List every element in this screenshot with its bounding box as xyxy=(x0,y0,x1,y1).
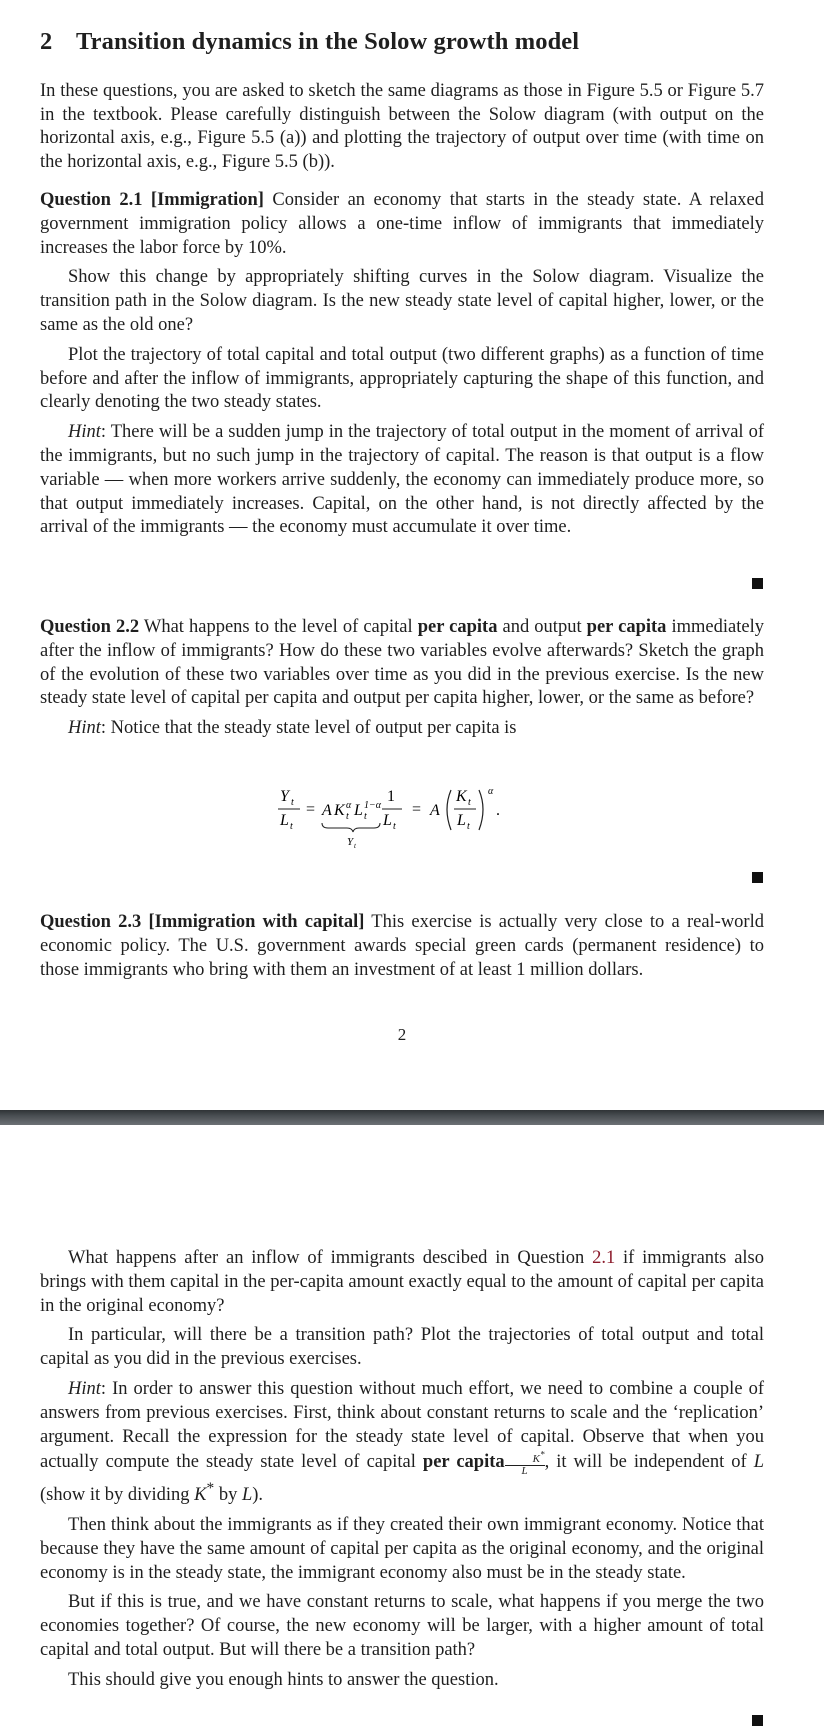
eq-sub: t xyxy=(468,797,471,808)
question-2-1-para-3: Plot the trajectory of total capital and total output (two different graphs) as a function of time before and after the inflow of immigrants, appropriately capturing the shape of this function, and clearly denoting the two steady states. xyxy=(40,344,764,413)
question-2-1-text: Consider an economy that starts in the steady state. A relaxed government immigration policy allows a one-time inflow of immigrants that immediately increases the labor force by 10%. xyxy=(40,189,764,258)
question-2-1-tag: [Immigration] xyxy=(150,189,264,210)
question-2-3-label: Question 2.3 xyxy=(40,912,142,932)
math-L: L xyxy=(753,1452,764,1473)
question-2-3-text: This exercise is actually very close to a real-world economic policy. The U.S. government awards special green cards (permanent residence) to those immigrants who bring with them an investment of at least 1 million dollars. xyxy=(40,912,764,980)
hint-label: Hint xyxy=(68,1378,101,1399)
question-2-3-hint xyxy=(40,1378,764,1508)
hint-bold: per capita xyxy=(422,1452,505,1473)
eq-frac2-den: L xyxy=(383,812,392,829)
eq-frac3-den: L xyxy=(457,812,466,829)
section-heading xyxy=(40,30,764,54)
equation-svg xyxy=(270,782,570,852)
eq-sub: t xyxy=(393,821,396,832)
eq-sub: t xyxy=(364,811,367,822)
hint-text: : In order to answer this question without much effort, we need to combine a couple of answers from previous exercises. First, think about constant returns to scale and the ‘replication’ argument. Recall the expression for the steady state level of capital. Observe that when you actually compute the steady state level of capital xyxy=(40,1378,764,1473)
question-2-2 xyxy=(40,616,764,711)
para-text: if immigrants also brings with them capital in the per-capita amount exactly equal to the amount of capital per capita in the original economy? xyxy=(40,1248,764,1316)
question-2-1-para-2: Show this change by appropriately shifting curves in the Solow diagram. Visualize the transition path in the Solow diagram. Is the new steady state level of capital higher, lower, or the same as the old one? xyxy=(40,267,764,335)
hint-label: Hint xyxy=(68,718,101,739)
eq-alpha-sup: α xyxy=(346,800,352,811)
page-separator xyxy=(0,1110,824,1125)
eq-exp-sup: 1−α xyxy=(364,800,381,811)
page-number: 2 xyxy=(397,1025,407,1044)
qed-square-icon xyxy=(752,872,763,883)
hint-text: by xyxy=(214,1485,242,1506)
question-2-3-para-3: In particular, will there be a transition path? Plot the trajectories of total output and total capital as you did in the previous exercises. xyxy=(40,1325,764,1370)
frac-den-L: L xyxy=(521,1465,528,1478)
question-ref-link[interactable]: 2.1 xyxy=(592,1248,616,1268)
question-2-2-bold-1: per capita xyxy=(417,617,498,637)
frac-num-K: K xyxy=(532,1453,540,1466)
question-2-3-tag: [Immigration with capital] xyxy=(148,912,365,932)
section-title: Transition dynamics in the Solow growth model xyxy=(76,28,580,55)
math-star: * xyxy=(206,1480,215,1498)
qed-square-icon xyxy=(752,1715,763,1726)
eq-K: K xyxy=(334,802,345,819)
question-2-2-label: Question 2.2 xyxy=(40,617,140,637)
question-2-3-para-5: Then think about the immigrants as if they created their own immigrant economy. Notice that because they have the same amount of capital per capita as the original economy, and the original economy is in the steady state, the immigrant economy also must be in the steady state. xyxy=(40,1514,764,1583)
hint-label: Hint xyxy=(68,422,101,443)
section-number: 2 xyxy=(40,28,53,55)
hint-text: , it will be independent of xyxy=(544,1452,754,1473)
eq-frac1-den: L xyxy=(280,812,289,829)
eq-equals-1: = xyxy=(306,801,316,818)
question-2-2-text-2: and output xyxy=(497,617,587,637)
intro-paragraph: In these questions, you are asked to sketch the same diagrams as those in Figure 5.5 or Figure 5.7 in the textbook. Please carefully distinguish between the Solow diagram (with output on the horizontal axis, e.g., Figure 5.5 (a)) and plotting the trajectory of output over time (with time on the horizontal axis, e.g., Figure 5.5 (b)). xyxy=(40,80,764,173)
k-star-over-l-fraction xyxy=(505,1449,545,1477)
question-2-3-para-2 xyxy=(40,1247,764,1318)
eq-frac3-num: K xyxy=(456,788,467,805)
question-2-3-para-7: This should give you enough hints to answer the question. xyxy=(68,1669,499,1690)
question-2-1-hint xyxy=(40,421,764,540)
hint-text: (show it by dividing xyxy=(40,1485,195,1506)
question-2-2-hint-text: : Notice that the steady state level of output per capita is xyxy=(100,718,517,739)
eq-equals-2: = xyxy=(412,801,422,818)
question-2-2-text-1: What happens to the level of capital xyxy=(139,617,418,637)
math-K: K xyxy=(194,1485,207,1506)
eq-sub: t xyxy=(467,821,470,832)
question-2-3-para-6: But if this is true, and we have constant returns to scale, what happens if you merge the two economies together? Of course, the new economy will be larger, with a higher amount of total capital and total output. But will there be a transition path? xyxy=(40,1592,764,1660)
eq-period: . xyxy=(496,802,500,819)
hint-text: ). xyxy=(252,1485,264,1506)
question-2-3 xyxy=(40,911,764,982)
eq-alpha-sup-2: α xyxy=(488,786,494,797)
qed-square-icon xyxy=(752,578,763,589)
eq-A: A xyxy=(322,802,332,819)
question-2-1-hint-text: : There will be a sudden jump in the trajectory of total output in the moment of arrival of the immigrants, but no such jump in the trajectory of capital. The reason is that output is a flow variable — when more workers arrive suddenly, the economy can immediately produce more, so that output immediately increases. Capital, on the other hand, is not directly affected by the arrival of the immigrants — the economy must accumulate it over time. xyxy=(40,422,764,538)
page-2-content xyxy=(40,1247,764,1699)
eq-sub: t xyxy=(290,821,293,832)
question-2-3-block xyxy=(40,911,764,988)
question-2-2-block xyxy=(40,616,764,747)
right-paren-icon xyxy=(479,790,483,830)
question-2-1 xyxy=(40,189,764,260)
question-2-1-label: Question 2.1 xyxy=(40,189,143,210)
document-page-2 xyxy=(0,1125,824,1736)
eq-sub: t xyxy=(346,811,349,822)
para-text: What happens after an inflow of immigrants descibed in Question xyxy=(68,1248,593,1268)
eq-frac1-num: Y xyxy=(280,788,289,805)
frac-num-star: * xyxy=(539,1449,545,1460)
page-1-content xyxy=(40,30,764,546)
eq-underbrace-Y: Y xyxy=(347,836,354,848)
eq-frac2-num: 1 xyxy=(387,788,395,805)
eq-sub: t xyxy=(354,842,356,850)
steady-state-equation xyxy=(270,782,570,852)
underbrace-icon xyxy=(322,823,380,832)
math-L: L xyxy=(241,1485,253,1506)
question-2-2-hint xyxy=(40,717,764,741)
eq-sub: t xyxy=(291,797,294,808)
eq-A2: A xyxy=(430,802,440,819)
question-2-2-bold-2: per capita xyxy=(586,617,667,637)
question-2-2-text-3: immediately after the inflow of immigrants? How do these two variables evolve afterwards? Sketch the graph of the evolution of these two variables over time as you did in the previous exercise. Is the new steady state level of capital per capita and output per capita higher, lower, or the same as before? xyxy=(40,617,764,709)
left-paren-icon xyxy=(447,790,451,830)
eq-L: L xyxy=(354,802,363,819)
